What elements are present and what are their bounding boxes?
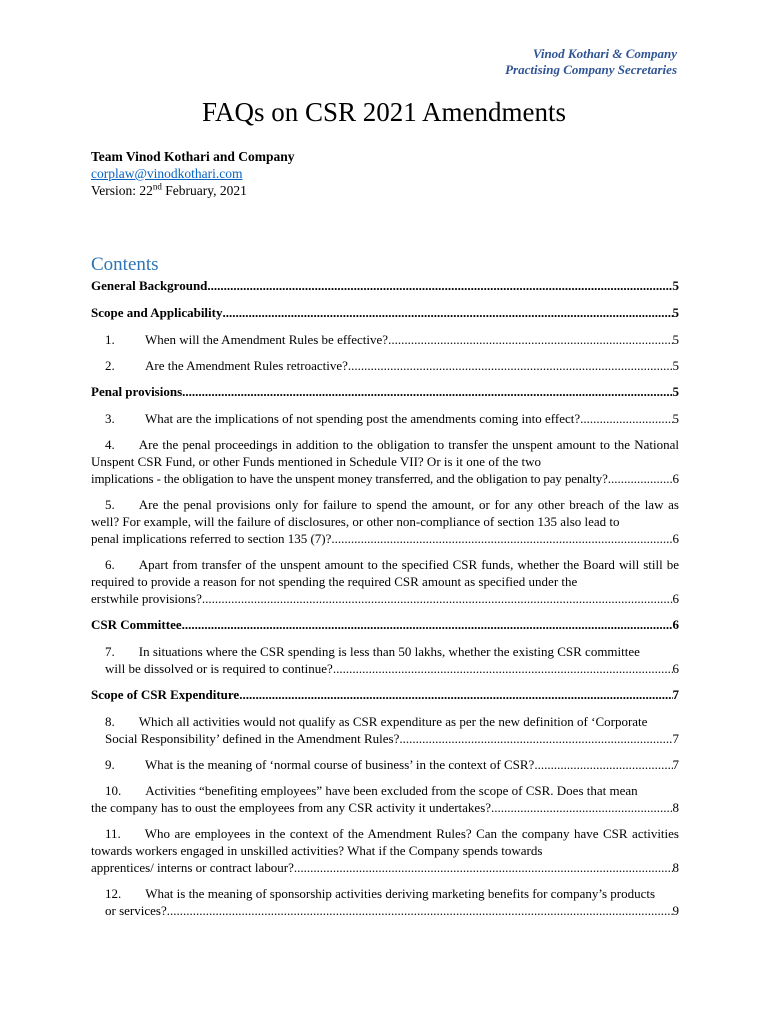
toc-question-1[interactable]: 1. When will the Amendment Rules be effective? ..... 5 (91, 331, 679, 348)
toc-page-number: 5 (672, 332, 679, 347)
toc-question-5[interactable]: 5. Are the penal provisions only for failure to spend the amount, or for any other breach of the law as well? For example, will the failure of disclosures, or other non-compliance of section 135 also lead to penal implications referred to section 135 (7)? ..... 6 (91, 496, 679, 547)
toc-page-number: 7 (672, 731, 679, 746)
version-superscript: nd (152, 181, 162, 192)
toc-question-2[interactable]: 2. Are the Amendment Rules retroactive? ..... 5 (91, 357, 679, 374)
toc-section-scope-applicability[interactable]: Scope and Applicability ..... 5 (91, 304, 679, 321)
firm-header (505, 46, 677, 78)
toc-section-penal-provisions[interactable]: Penal provisions ..... 5 (91, 383, 679, 400)
toc-section-scope-csr-expenditure[interactable]: Scope of CSR Expenditure ..... 7 (91, 686, 679, 703)
toc-question-4[interactable]: 4. Are the penal proceedings in addition to the obligation to transfer the unspent amount to the National Unspent CSR Fund, or other Funds mentioned in Schedule VII? Or is it one of the two implications - the obligation to have the unspent money transferred, and the obligation to pay penalty? ..... 6 (91, 436, 679, 487)
toc-question-7[interactable]: 7. In situations where the CSR spending is less than 50 lakhs, whether the existing CSR committee will be dissolved or is required to continue? ..... 6 (91, 643, 679, 677)
contents-heading: Contents (91, 254, 159, 275)
document-meta (91, 148, 295, 199)
toc-page-number: 8 (672, 860, 679, 875)
table-of-contents (91, 277, 679, 928)
toc-question-10[interactable]: 10. Activities “benefiting employees” have been excluded from the scope of CSR. Does that mean the company has to oust the employees from any CSR activity it undertakes? ..... 8 (91, 782, 679, 816)
toc-page-number: 6 (672, 471, 679, 486)
toc-question-11[interactable]: 11. Who are employees in the context of the Amendment Rules? Can the company have CSR activities towards workers engaged in unskilled activities? What if the Company spends towards apprentices/ interns or contract labour? ..... 8 (91, 825, 679, 876)
toc-page-number: 9 (672, 903, 679, 918)
toc-question-3[interactable]: 3. What are the implications of not spending post the amendments coming into effect? ..... 5 (91, 410, 679, 427)
toc-question-6[interactable]: 6. Apart from transfer of the unspent amount to the specified CSR funds, whether the Board will still be required to provide a reason for not spending the required CSR amount as specified under the erstwhile provisions? ..... 6 (91, 556, 679, 607)
toc-page-number: 5 (672, 305, 679, 320)
toc-question-8[interactable]: 8. Which all activities would not qualify as CSR expenditure as per the new definition of ‘Corporate Social Responsibility’ defined in the Amendment Rules? ..... 7 (91, 713, 679, 747)
toc-section-general-background[interactable]: General Background ..... 5 (91, 277, 679, 294)
toc-page-number: 6 (672, 617, 679, 632)
toc-page-number: 5 (672, 411, 679, 426)
toc-page-number: 5 (672, 384, 679, 399)
toc-page-number: 6 (672, 531, 679, 546)
toc-page-number: 7 (672, 687, 679, 702)
toc-page-number: 5 (672, 358, 679, 373)
toc-question-9[interactable]: 9. What is the meaning of ‘normal course of business’ in the context of CSR? ..... 7 (91, 756, 679, 773)
version-line: Version: 22nd February, 2021 (91, 181, 247, 198)
toc-question-12[interactable]: 12. What is the meaning of sponsorship activities deriving marketing benefits for company’s products or services? ..... 9 (91, 885, 679, 919)
toc-page-number: 5 (672, 278, 679, 293)
team-name: Team Vinod Kothari and Company (91, 149, 295, 164)
firm-name: Vinod Kothari & Company (532, 46, 677, 61)
document-title: FAQs on CSR 2021 Amendments (201, 97, 567, 127)
toc-section-csr-committee[interactable]: CSR Committee ..... 6 (91, 616, 679, 633)
toc-page-number: 6 (672, 661, 679, 676)
toc-page-number: 7 (672, 757, 679, 772)
email-link[interactable]: corplaw@vinodkothari.com (91, 166, 243, 181)
toc-page-number: 6 (672, 591, 679, 606)
firm-tagline: Practising Company Secretaries (505, 62, 677, 77)
toc-page-number: 8 (672, 800, 679, 815)
